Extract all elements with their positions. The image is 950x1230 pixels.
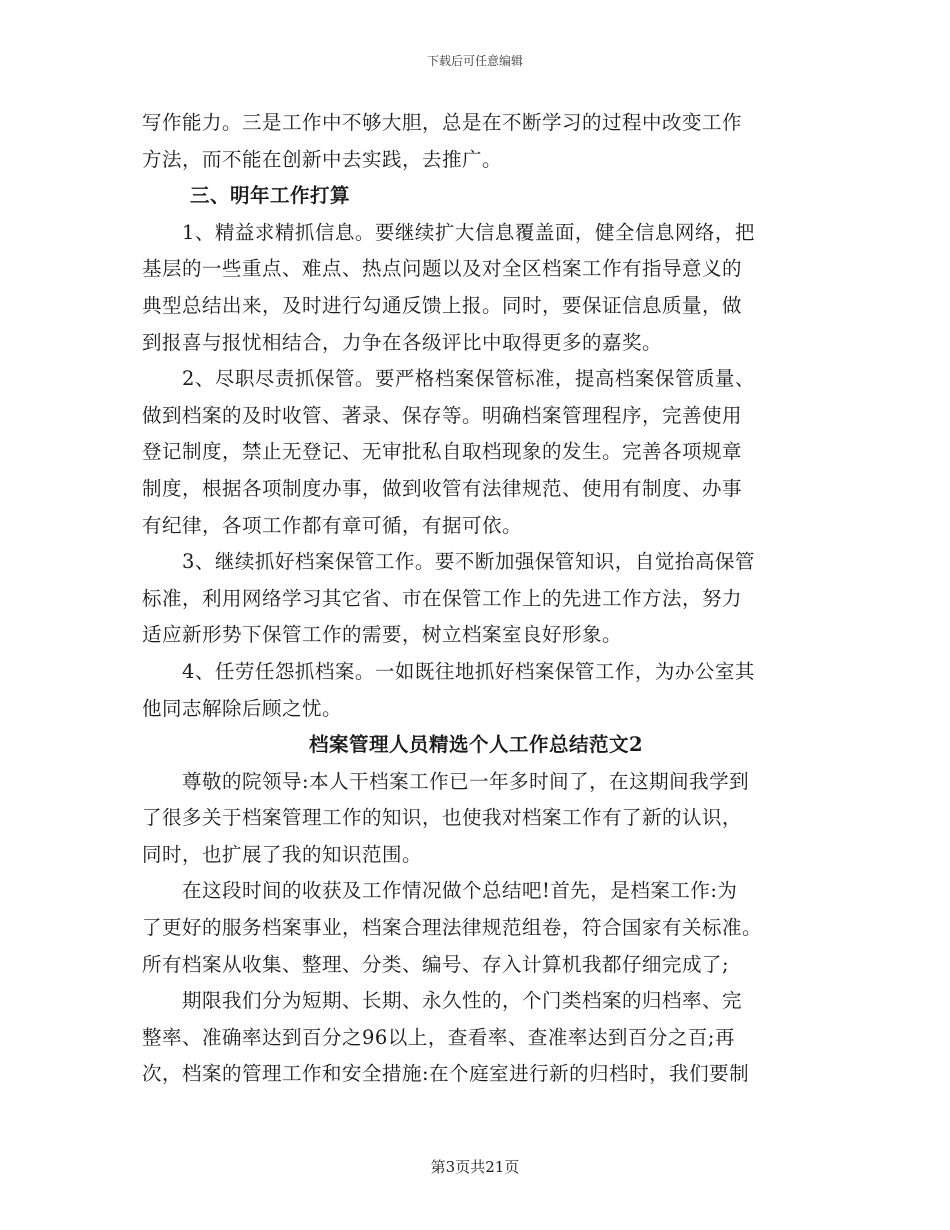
section-heading: 三、明年工作打算 <box>190 184 351 208</box>
body-line: 制度，根据各项制度办事，做到收管有法律规范、使用有制度、办事 <box>142 476 743 500</box>
body-line: 次，档案的管理工作和安全措施:在个庭室进行新的归档时，我们要制 <box>142 1062 750 1086</box>
page-footer: 第3页共21页 <box>430 1158 520 1176</box>
page-header: 下载后可任意编辑 <box>426 54 523 68</box>
body-line: 1、精益求精抓信息。要继续扩大信息覆盖面，健全信息网络，把 <box>182 220 755 244</box>
body-line: 4、任劳任怨抓档案。一如既往地抓好档案保管工作，为办公室其 <box>182 659 755 683</box>
body-line: 3、继续抓好档案保管工作。要不断加强保管知识，自觉抬高保管 <box>182 550 755 574</box>
body-line: 他同志解除后顾之忧。 <box>142 696 343 720</box>
body-line: 到报喜与报忧相结合，力争在各级评比中取得更多的嘉奖。 <box>142 330 663 354</box>
body-line: 基层的一些重点、难点、热点问题以及对全区档案工作有指导意义的 <box>142 257 743 281</box>
body-line: 尊敬的院领导:本人干档案工作已一年多时间了，在这期间我学到 <box>182 769 750 793</box>
body-line: 了很多关于档案管理工作的知识，也使我对档案工作有了新的认识， <box>142 806 743 830</box>
body-line: 所有档案从收集、整理、分类、编号、存入计算机我都仔细完成了; <box>142 952 730 976</box>
body-line: 了更好的服务档案事业，档案合理法律规范组卷，符合国家有关标准。 <box>142 916 763 940</box>
body-line: 写作能力。三是工作中不够大胆，总是在不断学习的过程中改变工作 <box>142 111 743 134</box>
body-line: 2、尽职尽责抓保管。要严格档案保管标准，提高档案保管质量、 <box>182 367 755 391</box>
document-body <box>142 105 810 1093</box>
body-line: 适应新形势下保管工作的需要，树立档案室良好形象。 <box>142 623 623 647</box>
article-title: 档案管理人员精选个人工作总结范文2 <box>308 733 644 757</box>
body-line: 整率、准确率达到百分之96以上，查看率、查准率达到百分之百;再 <box>142 1025 735 1049</box>
body-line: 做到档案的及时收管、著录、保存等。明确档案管理程序，完善使用 <box>142 403 743 427</box>
body-line: 在这段时间的收获及工作情况做个总结吧!首先，是档案工作:为 <box>182 879 738 903</box>
body-line: 期限我们分为短期、长期、永久性的，个门类档案的归档率、完 <box>182 989 743 1013</box>
body-line: 同时，也扩展了我的知识范围。 <box>142 842 423 866</box>
body-line: 典型总结出来，及时进行勾通反馈上报。同时，要保证信息质量，做 <box>142 293 743 317</box>
body-line: 标准，利用网络学习其它省、市在保管工作上的先进工作方法，努力 <box>142 586 743 610</box>
body-line: 有纪律，各项工作都有章可循，有据可依。 <box>142 513 523 537</box>
body-line: 方法，而不能在创新中去实践，去推广。 <box>142 147 503 171</box>
body-line: 登记制度，禁止无登记、无审批私自取档现象的发生。完善各项规章 <box>142 440 743 464</box>
